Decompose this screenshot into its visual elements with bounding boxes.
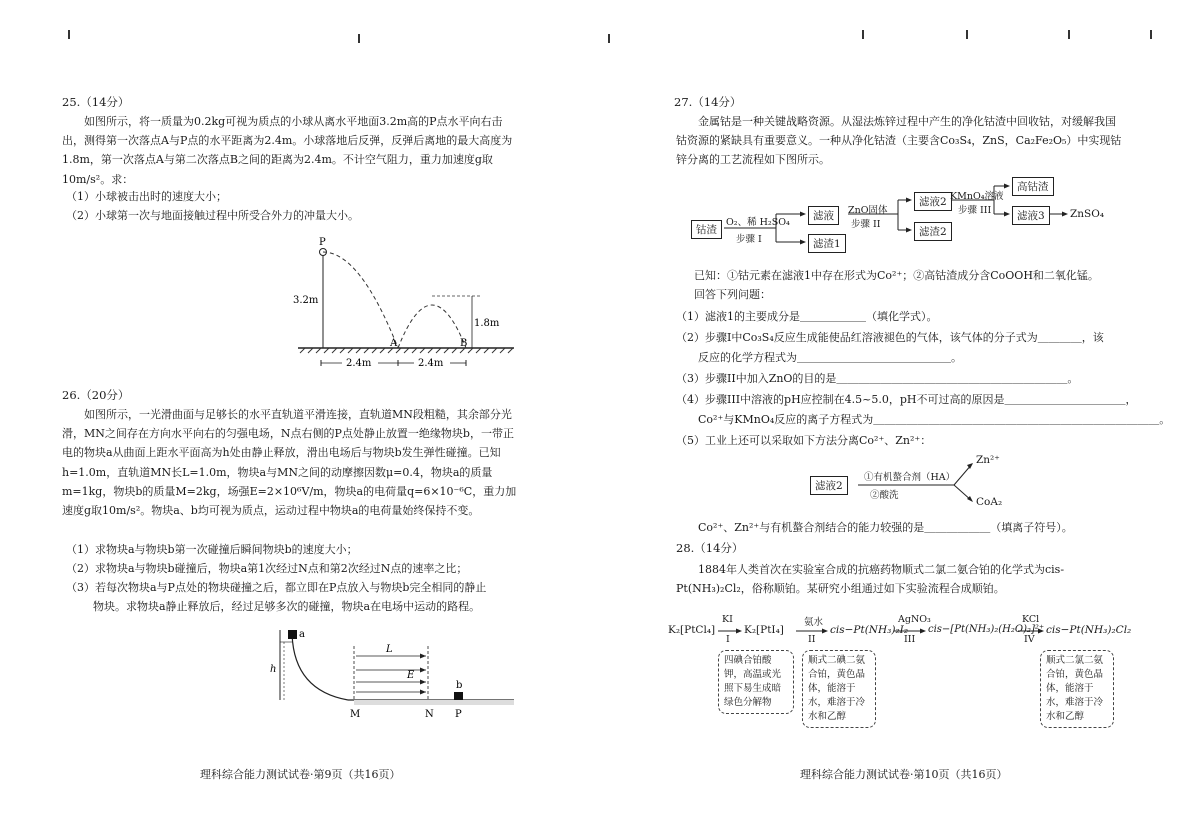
scan-mark [862, 30, 864, 39]
q27-heading: 27.（14分） [674, 95, 742, 109]
page-10 [600, 0, 1200, 831]
flow-step-1: 步骤 I [736, 234, 762, 245]
fig-label-b: B [460, 338, 468, 349]
fig-label-d2: 2.4m [418, 358, 444, 369]
scan-mark [966, 30, 968, 39]
fig-label-d1: 2.4m [346, 358, 372, 369]
q28-body: 1884年人类首次在实验室合成的抗癌药物顺式二氯二氨合铂的化学式为cis-Pt(NH₃)₂Cl₂，俗称顺铂。某研究小组通过如下实验流程合成顺铂。 [676, 563, 1065, 596]
q28-synthesis-chain [668, 612, 1132, 742]
scan-mark [608, 34, 610, 43]
scan-mark [358, 34, 360, 43]
chain-step-1: I [726, 634, 730, 645]
flow-box-residue-1: 滤渣1 [808, 234, 846, 253]
flow-step-3: 步骤 III [958, 205, 992, 216]
q27-flowchart [688, 174, 1148, 254]
chain-start: K₂[PtCl₄] [668, 624, 716, 636]
chain-step-2: II [808, 634, 816, 645]
chain-reagent-4: KCl [1022, 614, 1040, 625]
q26-heading: 26.（20分） [62, 388, 130, 402]
fig-label-h: h [270, 664, 277, 675]
fig-label-E: E [407, 670, 415, 681]
q27-answer-prompt: 回答下列问题： [694, 288, 771, 301]
q27-last-question: Co²⁺、Zn²⁺与有机螯合剂结合的能力较强的是＿＿＿＿＿＿（填离子符号）。 [698, 521, 1073, 534]
q27-item-2-cont: 反应的化学方程式为＿＿＿＿＿＿＿＿＿＿＿＿＿＿。 [698, 351, 962, 364]
sep-box-filtrate-2: 滤液2 [810, 476, 848, 495]
q28-heading: 28.（14分） [676, 541, 744, 555]
q26-body: 如图所示，一光滑曲面与足够长的水平直轨道平滑连接，直轨道MN段粗糙，其余部分光滑，MN之间存在方向水平向右的匀强电场，N点右侧的P点处静止放置一绝缘物块b，一带正电的物块a从曲面上距水平面高为h处由静止释放，滑出电场后与物块b发生弹性碰撞。已知h=1.0m，直轨道MN长L=1.0m，物块a与MN之间的动摩擦因数μ=0.4，物块a的质量m=1kg，物块b的质量M=2kg，场强E=2×10⁶V/m，物块a的电荷量q=6×10⁻⁶C，重力加速度g取10m/s²。物块a、b均可视为质点，运动过程中物块a的电荷量始终保持不变。 [62, 408, 517, 518]
flow-box-high-cobalt: 高钴渣 [1012, 177, 1054, 196]
chain-intermediate-3: cis−[Pt(NH₃)₂(H₂O)₂]²⁺ [928, 624, 1045, 635]
q26-item-3: （3）若每次物块a与P点处的物块碰撞之后，都立即在P点放入与物块b完全相同的静止 [66, 581, 487, 594]
flow-reagent-3: KMnO₄溶液 [950, 191, 1004, 202]
flow-product-znso4: ZnSO₄ [1070, 208, 1105, 220]
flow-box-filtrate-3: 滤液3 [1012, 206, 1050, 225]
sep-product-coa2: CoA₂ [976, 496, 1003, 508]
sep-reagent-2: ②酸洗 [870, 490, 899, 501]
q27-separation-diagram [810, 454, 1010, 510]
fig-label-p: P [319, 237, 326, 248]
q25-item-2: （2）小球第一次与地面接触过程中所受合外力的冲量大小。 [66, 209, 359, 222]
scan-mark [1150, 30, 1152, 39]
scan-mark [68, 30, 70, 39]
q25-figure [290, 232, 520, 372]
fig-label-a: a [299, 629, 305, 640]
chain-reagent-3: AgNO₃ [898, 614, 931, 625]
fig-label-h2: 1.8m [474, 318, 500, 329]
flow-box-residue-2: 滤渣2 [914, 222, 952, 241]
page-footer: 理科综合能力测试试卷·第10页（共16页） [800, 768, 1008, 781]
chain-reagent-1: KI [722, 614, 733, 625]
flow-box-cobalt-residue: 钴渣 [691, 220, 722, 239]
scan-mark [1068, 30, 1070, 39]
q26-item-2: （2）求物块a与物块b碰撞后，物块a第1次经过N点和第2次经过N点的速率之比； [66, 562, 468, 575]
q25-body: 如图所示，将一质量为0.2kg可视为质点的小球从离水平地面3.2m高的P点水平向右击出，测得第一次落点A与P点的水平距离为2.4m。小球落地后反弹，反弹后离地的最大高度为1.8m，第一次落点A与第二次落点B之间的距离为2.4m。不计空气阻力，重力加速度g取10m/s²。求： [62, 115, 513, 186]
q25-heading: 25.（14分） [62, 95, 130, 109]
q26-item-3-cont: 物块。求物块a静止释放后，经过足够多次的碰撞，物块a在电场中运动的路程。 [93, 600, 481, 613]
chain-intermediate-2: cis−Pt(NH₃)₂I₂ [830, 624, 909, 636]
q27-item-2: （2）步骤Ⅰ中Co₃S₄反应生成能使品红溶液褪色的气体，该气体的分子式为＿＿＿＿，该 [676, 331, 1104, 344]
q26-item-1: （1）求物块a与物块b第一次碰撞后瞬间物块b的速度大小； [66, 543, 358, 556]
flow-reagent-1: O₂、稀 H₂SO₄ [726, 217, 790, 228]
chain-product: cis−Pt(NH₃)₂Cl₂ [1046, 624, 1132, 636]
chain-note-1: 四碘合铂酸钾，高温或光照下易生成暗绿色分解物 [718, 650, 794, 714]
fig-label-a: A [390, 338, 398, 349]
q27-known: 已知：①钴元素在滤液1中存在形式为Co²⁺；②高钴渣成分含CoOOH和二氧化锰。 [694, 269, 1099, 282]
fig-label-M: M [350, 709, 361, 720]
chain-note-3: 顺式二氯二氨合铂，黄色晶体，能溶于水，难溶于冷水和乙醇 [1040, 650, 1114, 728]
flow-reagent-2: ZnO固体 [848, 205, 888, 216]
q27-item-1: （1）滤液1的主要成分是＿＿＿＿＿＿（填化学式）。 [676, 310, 938, 323]
chain-step-4: IV [1024, 634, 1035, 645]
sep-reagent-1: ①有机螯合剂（HA） [864, 472, 956, 483]
chain-note-2: 顺式二碘二氨合铂，黄色晶体，能溶于水，难溶于冷水和乙醇 [802, 650, 876, 728]
fig-label-b: b [456, 680, 463, 691]
fig-label-N: N [425, 709, 434, 720]
q27-item-5: （5）工业上还可以采取如下方法分离Co²⁺、Zn²⁺： [676, 434, 932, 447]
chain-reagent-2: 氨水 [804, 617, 824, 628]
sep-product-zn: Zn²⁺ [976, 454, 1000, 466]
flow-box-filtrate: 滤液 [808, 206, 839, 225]
fig-label-L: L [386, 644, 393, 655]
flow-box-filtrate-2: 滤液2 [914, 192, 952, 211]
q27-item-4: （4）步骤III中溶液的pH应控制在4.5~5.0，pH不可过高的原因是＿＿＿＿＿＿＿＿＿＿＿， [676, 393, 1137, 406]
page-footer: 理科综合能力测试试卷·第9页（共16页） [200, 768, 401, 781]
chain-intermediate-1: K₂[PtI₄] [744, 624, 784, 636]
q27-body: 金属钴是一种关键战略资源。从湿法炼锌过程中产生的净化钴渣中回收钴，对缓解我国钴资源的紧缺具有重要意义。一种从净化钴渣（主要含Co₃S₄，ZnS，Ca₂Fe₂O₅）中实现钴锌分离的工艺流程如下图所示。 [676, 115, 1122, 167]
fig-label-P: P [455, 709, 462, 720]
chain-step-3: III [904, 634, 916, 645]
q26-figure [270, 626, 520, 726]
flow-step-2: 步骤 II [851, 219, 881, 230]
fig-label-h1: 3.2m [293, 295, 319, 306]
q27-item-4-cont: Co²⁺与KMnO₄反应的离子方程式为＿＿＿＿＿＿＿＿＿＿＿＿＿＿＿＿＿＿＿＿＿＿＿＿＿＿。 [698, 413, 1171, 426]
q27-item-3: （3）步骤II中加入ZnO的目的是＿＿＿＿＿＿＿＿＿＿＿＿＿＿＿＿＿＿＿＿＿。 [676, 372, 1079, 385]
q25-item-1: （1）小球被击出时的速度大小； [66, 190, 227, 203]
